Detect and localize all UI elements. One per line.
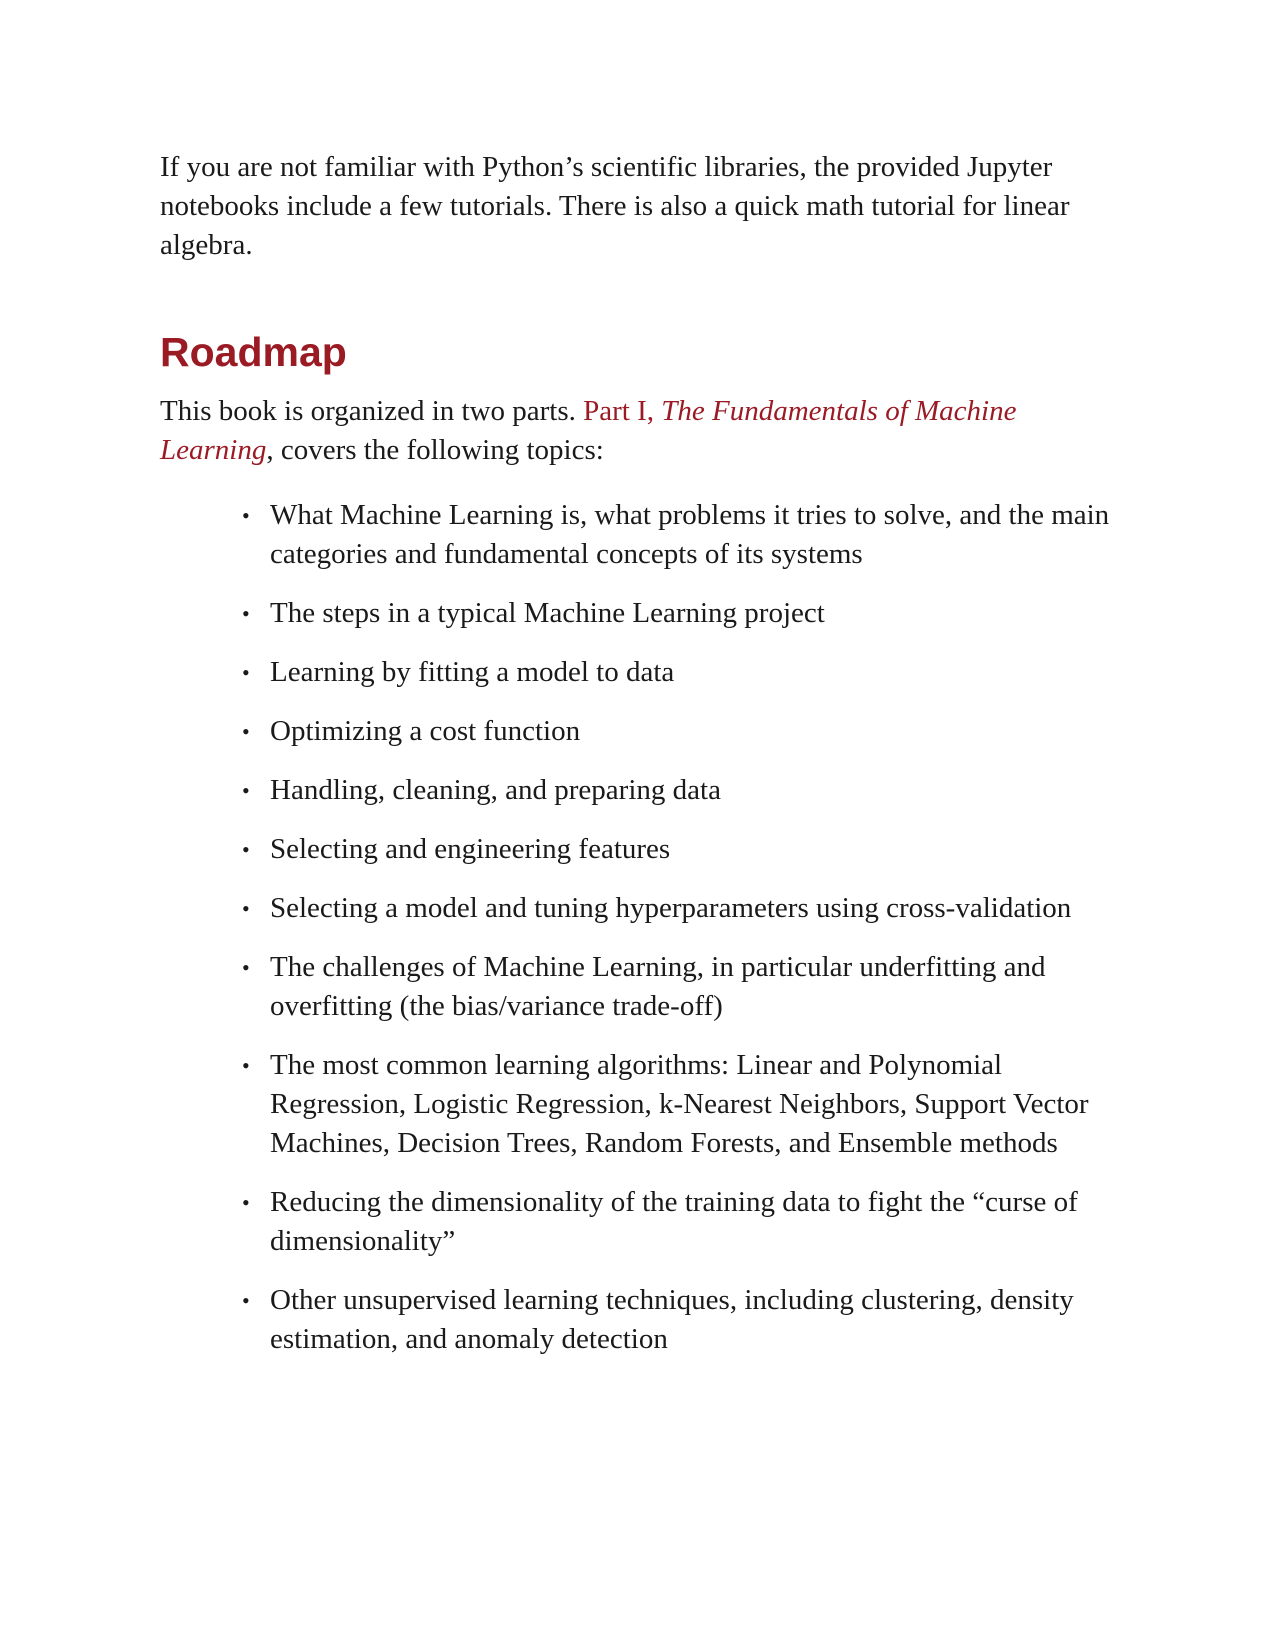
- roadmap-intro: [160, 392, 1120, 470]
- list-item: [242, 1183, 1120, 1261]
- intro-paragraph: If you are not familiar with Python’s scientific libraries, the provided Jupyter notebooks include a few tutorials. There is also a quick math tutorial for linear algebra.: [160, 151, 1070, 261]
- bullet-icon: •: [242, 955, 250, 980]
- list-item: [242, 712, 1120, 751]
- roadmap-intro-before: This book is organized in two parts.: [160, 395, 584, 427]
- roadmap-intro-after: , covers the following topics:: [266, 434, 604, 466]
- list-item: [242, 1046, 1120, 1163]
- list-item-text: Other unsupervised learning techniques, including clustering, density estimation, and anomaly detection: [270, 1284, 1074, 1355]
- bullet-icon: •: [242, 503, 250, 528]
- bullet-icon: •: [242, 1053, 250, 1078]
- topics-list: [242, 496, 1120, 1379]
- list-item: [242, 948, 1120, 1026]
- list-item: [242, 653, 1120, 692]
- part-link-title[interactable]: The Fundamentals of Machine Learning: [160, 395, 1017, 466]
- document-page: [160, 148, 1120, 1355]
- list-item-text: Selecting and engineering features: [270, 833, 671, 865]
- list-item: [242, 830, 1120, 869]
- list-item-text: Learning by fitting a model to data: [270, 656, 675, 688]
- list-item: [242, 1281, 1120, 1359]
- list-item-text: Handling, cleaning, and preparing data: [270, 774, 721, 806]
- bullet-icon: •: [242, 719, 250, 744]
- list-item: [242, 496, 1120, 574]
- bullet-icon: •: [242, 660, 250, 685]
- list-item-text: Selecting a model and tuning hyperparameters using cross-validation: [270, 892, 1072, 924]
- list-item-text: Optimizing a cost function: [270, 715, 581, 747]
- part-link-label[interactable]: Part I,: [583, 395, 662, 427]
- list-item: [242, 889, 1120, 928]
- list-item: [242, 771, 1120, 810]
- list-item: [242, 594, 1120, 633]
- bullet-icon: •: [242, 601, 250, 626]
- section-heading: Roadmap: [160, 329, 347, 375]
- list-item-text: The most common learning algorithms: Linear and Polynomial Regression, Logistic Regression, k-Nearest Neighbors, Support Vector Machines, Decision Trees, Random Forests, and Ensemble methods: [270, 1049, 1089, 1159]
- bullet-icon: •: [242, 778, 250, 803]
- list-item-text: What Machine Learning is, what problems it tries to solve, and the main categories and fundamental concepts of its systems: [270, 499, 1110, 570]
- bullet-icon: •: [242, 1190, 250, 1215]
- bullet-icon: •: [242, 1288, 250, 1313]
- list-item-text: The steps in a typical Machine Learning project: [270, 597, 825, 629]
- list-item-text: Reducing the dimensionality of the training data to fight the “curse of dimensionality”: [270, 1186, 1078, 1257]
- list-item-text: The challenges of Machine Learning, in particular underfitting and overfitting (the bias/variance trade-off): [270, 951, 1046, 1022]
- bullet-icon: •: [242, 837, 250, 862]
- bullet-icon: •: [242, 896, 250, 921]
